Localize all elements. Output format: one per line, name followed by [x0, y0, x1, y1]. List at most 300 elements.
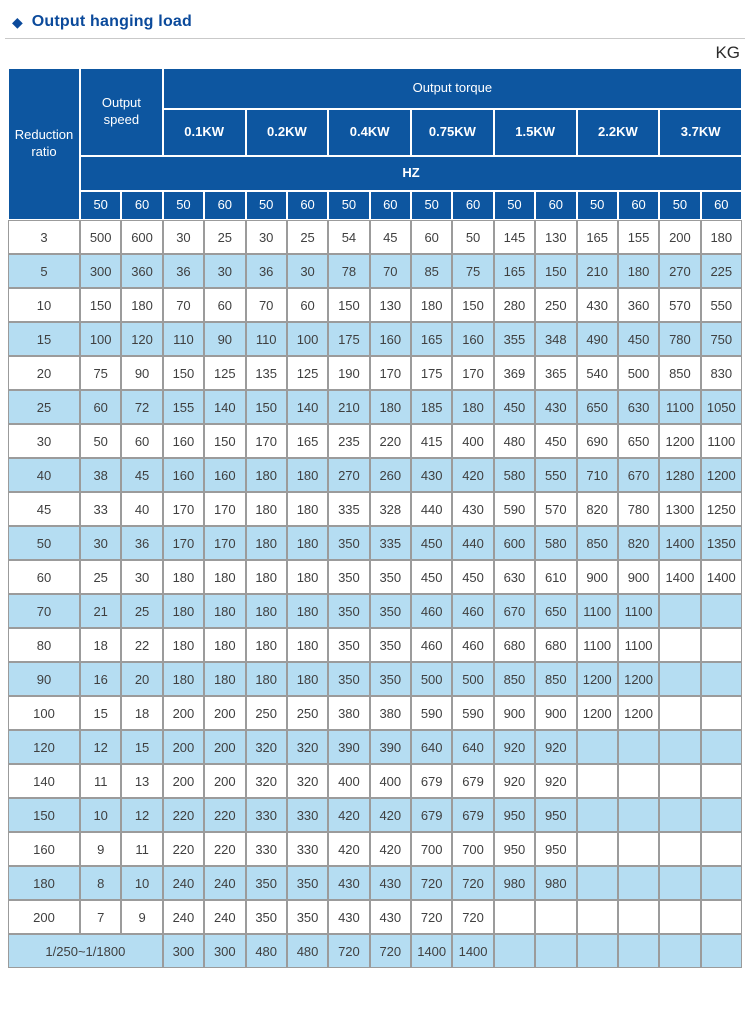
- load-value-cell: 180: [246, 492, 287, 526]
- load-value-cell: 1100: [618, 628, 659, 662]
- load-value-cell: 60: [287, 288, 328, 322]
- load-value-cell: 450: [452, 560, 493, 594]
- page-title: Output hanging load: [31, 13, 192, 30]
- load-value-cell: 25: [204, 220, 245, 254]
- load-value-cell: 180: [204, 662, 245, 696]
- load-value-cell: 25: [287, 220, 328, 254]
- load-value-cell: 180: [246, 560, 287, 594]
- table-row: [8, 390, 742, 424]
- load-value-cell: 670: [618, 458, 659, 492]
- load-value-cell: 200: [659, 220, 700, 254]
- load-value-cell: 180: [246, 628, 287, 662]
- load-value-cell: 60: [204, 288, 245, 322]
- load-value-cell: [659, 696, 700, 730]
- table-row: [8, 594, 742, 628]
- table-row: [8, 628, 742, 662]
- load-value-cell: 430: [328, 900, 369, 934]
- reduction-ratio-cell: 50: [8, 526, 80, 560]
- load-value-cell: 460: [411, 628, 452, 662]
- load-value-cell: [659, 594, 700, 628]
- load-value-cell: 180: [287, 628, 328, 662]
- load-value-cell: 500: [618, 356, 659, 390]
- table-row: [8, 322, 742, 356]
- load-value-cell: 12: [121, 798, 162, 832]
- load-value-cell: [577, 866, 618, 900]
- load-value-cell: 820: [577, 492, 618, 526]
- load-value-cell: 920: [535, 764, 576, 798]
- load-value-cell: 125: [287, 356, 328, 390]
- load-value-cell: 140: [287, 390, 328, 424]
- load-value-cell: 500: [452, 662, 493, 696]
- load-value-cell: 180: [204, 594, 245, 628]
- load-value-cell: 8: [80, 866, 121, 900]
- load-value-cell: 21: [80, 594, 121, 628]
- header-hz-60: 60: [535, 191, 576, 220]
- load-value-cell: 420: [328, 798, 369, 832]
- load-value-cell: 980: [494, 866, 535, 900]
- header-kw-0.1: 0.1KW: [163, 109, 246, 156]
- load-value-cell: 610: [535, 560, 576, 594]
- load-value-cell: 350: [370, 628, 411, 662]
- load-value-cell: 450: [411, 560, 452, 594]
- table-row: [8, 900, 742, 934]
- table-row: [8, 866, 742, 900]
- load-value-cell: 415: [411, 424, 452, 458]
- load-value-cell: 22: [121, 628, 162, 662]
- table-row: [8, 560, 742, 594]
- table-row: [8, 764, 742, 798]
- load-value-cell: 480: [494, 424, 535, 458]
- load-value-cell: 679: [452, 798, 493, 832]
- load-value-cell: 820: [618, 526, 659, 560]
- load-value-cell: 250: [287, 696, 328, 730]
- load-value-cell: 75: [80, 356, 121, 390]
- load-value-cell: [659, 798, 700, 832]
- load-value-cell: 155: [618, 220, 659, 254]
- load-value-cell: 450: [535, 424, 576, 458]
- load-value-cell: 160: [452, 322, 493, 356]
- load-value-cell: 10: [121, 866, 162, 900]
- load-value-cell: 920: [494, 730, 535, 764]
- header-output-speed: Output speed: [80, 68, 163, 156]
- load-value-cell: 330: [287, 798, 328, 832]
- load-value-cell: 550: [701, 288, 742, 322]
- load-value-cell: 85: [411, 254, 452, 288]
- load-value-cell: 650: [535, 594, 576, 628]
- load-value-cell: 30: [246, 220, 287, 254]
- load-value-cell: 130: [535, 220, 576, 254]
- header-hz-60: 60: [204, 191, 245, 220]
- load-value-cell: 350: [328, 560, 369, 594]
- load-value-cell: 690: [577, 424, 618, 458]
- load-value-cell: 30: [80, 526, 121, 560]
- load-value-cell: 1200: [701, 458, 742, 492]
- load-value-cell: 40: [121, 492, 162, 526]
- load-value-cell: 145: [494, 220, 535, 254]
- load-value-cell: 180: [287, 560, 328, 594]
- load-value-cell: 540: [577, 356, 618, 390]
- table-header: [8, 68, 742, 220]
- load-value-cell: 150: [328, 288, 369, 322]
- load-value-cell: 9: [80, 832, 121, 866]
- load-value-cell: 350: [287, 866, 328, 900]
- load-value-cell: 390: [370, 730, 411, 764]
- header-hz-50: 50: [80, 191, 121, 220]
- reduction-ratio-cell: 200: [8, 900, 80, 934]
- load-value-cell: 155: [163, 390, 204, 424]
- load-value-cell: 720: [452, 900, 493, 934]
- load-value-cell: [618, 866, 659, 900]
- load-value-cell: 440: [452, 526, 493, 560]
- load-value-cell: 150: [80, 288, 121, 322]
- load-value-cell: 1100: [577, 594, 618, 628]
- load-value-cell: 15: [121, 730, 162, 764]
- load-value-cell: 1400: [659, 560, 700, 594]
- load-value-cell: 180: [287, 526, 328, 560]
- load-value-cell: 15: [80, 696, 121, 730]
- load-value-cell: 180: [618, 254, 659, 288]
- load-value-cell: 175: [328, 322, 369, 356]
- load-value-cell: 600: [121, 220, 162, 254]
- load-value-cell: 30: [204, 254, 245, 288]
- header-hz-60: 60: [121, 191, 162, 220]
- load-value-cell: 1100: [659, 390, 700, 424]
- load-value-cell: 33: [80, 492, 121, 526]
- load-value-cell: 225: [701, 254, 742, 288]
- header-hz-50: 50: [163, 191, 204, 220]
- load-value-cell: 355: [494, 322, 535, 356]
- load-value-cell: 350: [246, 866, 287, 900]
- load-value-cell: 450: [618, 322, 659, 356]
- load-value-cell: 380: [328, 696, 369, 730]
- reduction-ratio-cell: 90: [8, 662, 80, 696]
- load-value-cell: [618, 764, 659, 798]
- load-value-cell: 185: [411, 390, 452, 424]
- load-value-cell: [659, 662, 700, 696]
- load-value-cell: 720: [452, 866, 493, 900]
- load-value-cell: 320: [287, 730, 328, 764]
- load-value-cell: 270: [659, 254, 700, 288]
- load-value-cell: 270: [328, 458, 369, 492]
- table-row: [8, 220, 742, 254]
- load-value-cell: [701, 934, 742, 968]
- load-value-cell: 220: [204, 832, 245, 866]
- load-value-cell: [494, 934, 535, 968]
- load-value-cell: 25: [121, 594, 162, 628]
- load-value-cell: 250: [246, 696, 287, 730]
- load-value-cell: 180: [246, 526, 287, 560]
- load-value-cell: 240: [163, 900, 204, 934]
- load-value-cell: 350: [328, 526, 369, 560]
- load-value-cell: 200: [163, 764, 204, 798]
- load-value-cell: 550: [535, 458, 576, 492]
- load-value-cell: 500: [411, 662, 452, 696]
- load-value-cell: 570: [659, 288, 700, 322]
- load-value-cell: 480: [287, 934, 328, 968]
- load-value-cell: 450: [411, 526, 452, 560]
- reduction-ratio-cell: 120: [8, 730, 80, 764]
- load-value-cell: 36: [163, 254, 204, 288]
- load-value-cell: 120: [121, 322, 162, 356]
- load-value-cell: 900: [535, 696, 576, 730]
- load-value-cell: 630: [618, 390, 659, 424]
- load-value-cell: 165: [577, 220, 618, 254]
- load-value-cell: 630: [494, 560, 535, 594]
- table-row: [8, 458, 742, 492]
- load-value-cell: 300: [204, 934, 245, 968]
- load-value-cell: 240: [204, 900, 245, 934]
- load-value-cell: 45: [370, 220, 411, 254]
- reduction-ratio-cell: 15: [8, 322, 80, 356]
- load-value-cell: 420: [370, 798, 411, 832]
- load-value-cell: [701, 730, 742, 764]
- load-value-cell: 430: [411, 458, 452, 492]
- header-hz-60: 60: [618, 191, 659, 220]
- load-value-cell: 60: [121, 424, 162, 458]
- load-value-cell: 900: [494, 696, 535, 730]
- load-value-cell: [659, 900, 700, 934]
- load-value-cell: 590: [452, 696, 493, 730]
- load-value-cell: 350: [246, 900, 287, 934]
- load-value-cell: 460: [411, 594, 452, 628]
- load-value-cell: 680: [535, 628, 576, 662]
- reduction-ratio-cell: 25: [8, 390, 80, 424]
- header-kw-0.75: 0.75KW: [411, 109, 494, 156]
- table-row: [8, 492, 742, 526]
- load-value-cell: 130: [370, 288, 411, 322]
- load-value-cell: 980: [535, 866, 576, 900]
- load-value-cell: 1100: [701, 424, 742, 458]
- load-value-cell: 250: [535, 288, 576, 322]
- load-value-cell: 490: [577, 322, 618, 356]
- load-value-cell: 240: [163, 866, 204, 900]
- load-value-cell: 180: [370, 390, 411, 424]
- load-value-cell: 180: [246, 458, 287, 492]
- load-value-cell: 420: [328, 832, 369, 866]
- load-value-cell: 18: [121, 696, 162, 730]
- load-value-cell: 430: [535, 390, 576, 424]
- table-row: [8, 288, 742, 322]
- table-row: [8, 798, 742, 832]
- load-value-cell: 220: [370, 424, 411, 458]
- reduction-ratio-cell: 40: [8, 458, 80, 492]
- load-value-cell: 320: [287, 764, 328, 798]
- load-value-cell: 165: [411, 322, 452, 356]
- load-value-cell: 200: [204, 730, 245, 764]
- load-value-cell: 430: [577, 288, 618, 322]
- load-value-cell: 650: [577, 390, 618, 424]
- load-value-cell: 1200: [659, 424, 700, 458]
- load-value-cell: 360: [121, 254, 162, 288]
- load-value-cell: [577, 832, 618, 866]
- load-value-cell: [701, 798, 742, 832]
- load-value-cell: [618, 730, 659, 764]
- load-value-cell: 70: [163, 288, 204, 322]
- load-value-cell: 190: [328, 356, 369, 390]
- table-row: [8, 934, 742, 968]
- load-value-cell: 360: [618, 288, 659, 322]
- load-value-cell: 180: [452, 390, 493, 424]
- load-value-cell: 780: [659, 322, 700, 356]
- load-value-cell: 348: [535, 322, 576, 356]
- load-value-cell: 430: [452, 492, 493, 526]
- load-value-cell: 220: [204, 798, 245, 832]
- load-value-cell: 54: [328, 220, 369, 254]
- load-value-cell: 160: [163, 424, 204, 458]
- load-value-cell: 350: [328, 594, 369, 628]
- load-value-cell: 335: [370, 526, 411, 560]
- reduction-ratio-cell: 140: [8, 764, 80, 798]
- load-value-cell: 590: [411, 696, 452, 730]
- load-value-cell: 100: [80, 322, 121, 356]
- load-value-cell: 300: [80, 254, 121, 288]
- load-value-cell: [494, 900, 535, 934]
- load-value-cell: 30: [163, 220, 204, 254]
- load-value-cell: 460: [452, 628, 493, 662]
- reduction-ratio-cell: 30: [8, 424, 80, 458]
- load-value-cell: 220: [163, 798, 204, 832]
- load-value-cell: 850: [535, 662, 576, 696]
- load-value-cell: 180: [287, 492, 328, 526]
- load-value-cell: 850: [577, 526, 618, 560]
- load-value-cell: 1400: [701, 560, 742, 594]
- load-value-cell: 350: [287, 900, 328, 934]
- header-output-torque: Output torque: [163, 68, 742, 109]
- load-value-cell: 160: [163, 458, 204, 492]
- load-value-cell: [577, 798, 618, 832]
- load-value-cell: 1200: [618, 662, 659, 696]
- reduction-ratio-cell: 60: [8, 560, 80, 594]
- load-value-cell: 12: [80, 730, 121, 764]
- load-value-cell: 700: [452, 832, 493, 866]
- table-row: [8, 696, 742, 730]
- load-value-cell: [701, 628, 742, 662]
- load-value-cell: 13: [121, 764, 162, 798]
- load-value-cell: 150: [163, 356, 204, 390]
- load-value-cell: 420: [370, 832, 411, 866]
- reduction-ratio-cell: 45: [8, 492, 80, 526]
- load-value-cell: 328: [370, 492, 411, 526]
- load-value-cell: 16: [80, 662, 121, 696]
- load-value-cell: 335: [328, 492, 369, 526]
- load-value-cell: 640: [452, 730, 493, 764]
- load-value-cell: [701, 900, 742, 934]
- load-value-cell: 180: [411, 288, 452, 322]
- table-body: [8, 220, 742, 968]
- load-value-cell: 170: [246, 424, 287, 458]
- load-value-cell: 60: [80, 390, 121, 424]
- load-value-cell: 60: [411, 220, 452, 254]
- load-value-cell: 330: [287, 832, 328, 866]
- table-row: [8, 730, 742, 764]
- load-value-cell: 350: [370, 662, 411, 696]
- load-value-cell: 175: [411, 356, 452, 390]
- load-value-cell: 430: [328, 866, 369, 900]
- load-value-cell: 850: [494, 662, 535, 696]
- load-value-cell: 380: [370, 696, 411, 730]
- load-value-cell: 650: [618, 424, 659, 458]
- reduction-ratio-cell: 160: [8, 832, 80, 866]
- load-value-cell: 72: [121, 390, 162, 424]
- load-value-cell: 1300: [659, 492, 700, 526]
- load-value-cell: 679: [411, 764, 452, 798]
- header-hz-60: 60: [701, 191, 742, 220]
- header-reduction-ratio: Reduction ratio: [8, 68, 80, 220]
- load-value-cell: [618, 900, 659, 934]
- load-value-cell: 1200: [577, 696, 618, 730]
- load-value-cell: 30: [287, 254, 328, 288]
- load-value-cell: [659, 730, 700, 764]
- load-value-cell: 350: [370, 560, 411, 594]
- load-value-cell: 150: [452, 288, 493, 322]
- diamond-bullet-icon: ◆: [12, 14, 23, 30]
- table-row: [8, 254, 742, 288]
- load-value-cell: [577, 934, 618, 968]
- load-value-cell: 11: [121, 832, 162, 866]
- load-value-cell: 300: [163, 934, 204, 968]
- load-value-cell: 1100: [577, 628, 618, 662]
- header-hz-50: 50: [494, 191, 535, 220]
- load-value-cell: 100: [287, 322, 328, 356]
- load-value-cell: 920: [535, 730, 576, 764]
- load-value-cell: 180: [246, 662, 287, 696]
- load-value-cell: 950: [535, 832, 576, 866]
- load-value-cell: 390: [328, 730, 369, 764]
- output-hanging-load-table: [8, 68, 742, 968]
- header-hz-60: 60: [287, 191, 328, 220]
- load-value-cell: 720: [411, 866, 452, 900]
- load-value-cell: 160: [204, 458, 245, 492]
- header-kw-3.7: 3.7KW: [659, 109, 742, 156]
- load-value-cell: 720: [411, 900, 452, 934]
- load-value-cell: 200: [204, 764, 245, 798]
- load-value-cell: [701, 662, 742, 696]
- header-hz-60: 60: [452, 191, 493, 220]
- load-value-cell: 18: [80, 628, 121, 662]
- load-value-cell: 1050: [701, 390, 742, 424]
- load-value-cell: [535, 934, 576, 968]
- load-value-cell: [618, 832, 659, 866]
- load-value-cell: 1400: [452, 934, 493, 968]
- load-value-cell: 165: [494, 254, 535, 288]
- load-value-cell: 180: [163, 662, 204, 696]
- load-value-cell: 330: [246, 832, 287, 866]
- load-value-cell: 350: [328, 628, 369, 662]
- load-value-cell: 180: [287, 458, 328, 492]
- load-value-cell: 90: [204, 322, 245, 356]
- load-value-cell: 180: [163, 594, 204, 628]
- reduction-ratio-cell: 70: [8, 594, 80, 628]
- load-value-cell: [535, 900, 576, 934]
- load-value-cell: 70: [370, 254, 411, 288]
- load-value-cell: 210: [577, 254, 618, 288]
- load-value-cell: 900: [618, 560, 659, 594]
- load-value-cell: 580: [494, 458, 535, 492]
- load-value-cell: 150: [535, 254, 576, 288]
- load-value-cell: [701, 832, 742, 866]
- load-value-cell: 1280: [659, 458, 700, 492]
- load-value-cell: [659, 866, 700, 900]
- load-value-cell: 280: [494, 288, 535, 322]
- load-value-cell: 180: [246, 594, 287, 628]
- load-value-cell: 50: [452, 220, 493, 254]
- load-value-cell: 180: [204, 628, 245, 662]
- load-value-cell: 920: [494, 764, 535, 798]
- load-value-cell: 78: [328, 254, 369, 288]
- load-value-cell: 720: [370, 934, 411, 968]
- load-value-cell: 7: [80, 900, 121, 934]
- load-value-cell: 180: [163, 560, 204, 594]
